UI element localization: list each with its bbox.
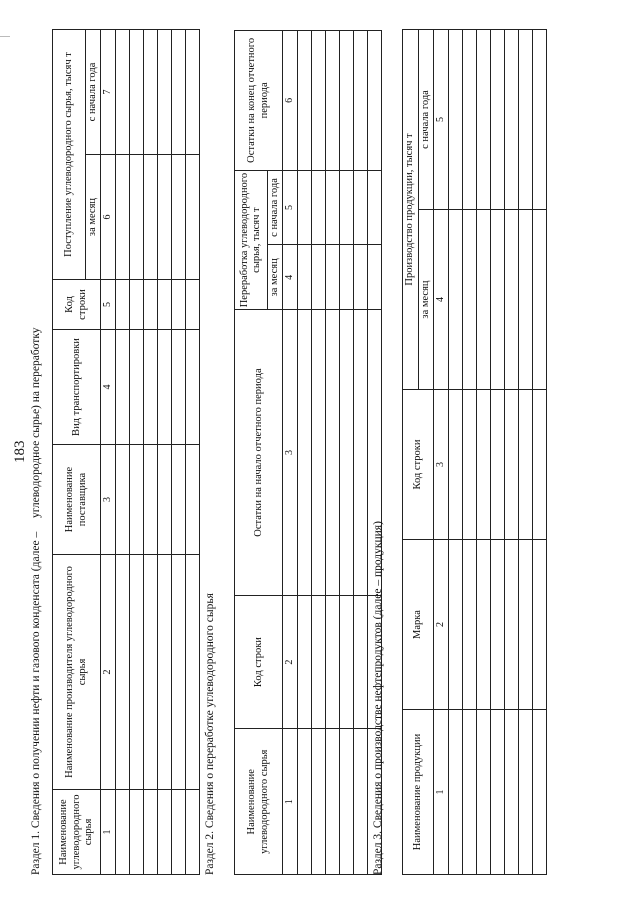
s3-col-number: 4 — [434, 210, 449, 390]
s2-header-month: за месяц — [268, 245, 283, 310]
s3-col-number: 2 — [434, 540, 449, 710]
s2-col-number: 1 — [283, 729, 298, 875]
table-row — [116, 29, 130, 874]
s2-header-opening-balance: Остатки на начало отчетного периода — [235, 310, 283, 595]
s1-col-number: 1 — [101, 790, 116, 875]
s2-col-number: 6 — [283, 31, 298, 171]
s1-col-number: 6 — [101, 155, 116, 280]
table-row — [533, 30, 547, 875]
s2-header-row-code: Код строки — [235, 595, 283, 729]
page-number: 183 — [12, 440, 28, 463]
s2-col-number: 3 — [283, 310, 298, 595]
s3-col-number: 1 — [434, 710, 449, 875]
s3-header-brand: Марка — [403, 540, 434, 710]
section1-title — [30, 327, 42, 875]
s1-col-number: 2 — [101, 555, 116, 790]
s1-col-number: 4 — [101, 330, 116, 445]
section3-table — [402, 29, 547, 875]
section3-title: Раздел 3. Сведения о производстве нефтепродуктов (далее – продукция) — [372, 521, 384, 875]
table-row — [172, 29, 186, 874]
s2-header-closing-balance: Остатки на конец отчетного периода — [235, 31, 283, 171]
table-row — [477, 30, 491, 875]
s2-col-number: 5 — [283, 170, 298, 245]
table-row — [144, 29, 158, 874]
s2-col-number: 2 — [283, 595, 298, 729]
table-row — [505, 30, 519, 875]
s3-header-product: Наименование продукции — [403, 710, 434, 875]
s2-col-number: 4 — [283, 245, 298, 310]
s1-header-producer: Наименование производителя углеводородного сырья — [53, 555, 101, 790]
table-row — [449, 30, 463, 875]
section2-table — [234, 30, 382, 875]
table-row — [130, 29, 144, 874]
table-row — [491, 30, 505, 875]
section1-title-text: Раздел 1. Сведения о получении нефти и газового конденсата (далее – — [30, 531, 42, 875]
s2-header-processing-group: Переработка углеводородного сырья, тысяч т — [235, 170, 268, 310]
s2-header-year: с начала года — [268, 170, 283, 245]
s3-header-production-group: Производство продукции, тысяч т — [403, 30, 419, 390]
table-row — [463, 30, 477, 875]
s1-col-number: 7 — [101, 29, 116, 154]
section1-title-cont: углеводородное сырье) на переработку — [30, 327, 42, 519]
s1-header-month: за месяц — [86, 155, 101, 280]
s3-header-month: за месяц — [419, 210, 434, 390]
s1-col-number: 5 — [101, 280, 116, 330]
s3-header-year: с начала года — [419, 30, 434, 210]
s1-header-supplier: Наименование поставщика — [53, 445, 101, 555]
scan-mark — [0, 36, 10, 37]
table-row — [340, 31, 354, 875]
table-row — [298, 31, 312, 875]
s3-header-row-code: Код строки — [403, 390, 434, 540]
table-row — [519, 30, 533, 875]
s1-header-transport: Вид транспортировки — [53, 330, 101, 445]
table-row — [326, 31, 340, 875]
table-row — [312, 31, 326, 875]
table-row — [158, 29, 172, 874]
s1-header-raw-material: Наименование углеводородного сырья — [53, 790, 101, 875]
s1-header-row-code: Код строки — [53, 280, 101, 330]
s3-col-number: 5 — [434, 30, 449, 210]
s1-header-receipt-group: Поступление углеводородного сырья, тысяч т — [53, 29, 86, 279]
s1-header-year: с начала года — [86, 29, 101, 154]
table-row — [186, 29, 200, 874]
section2-title: Раздел 2. Сведения о переработке углеводородного сырья — [204, 593, 216, 875]
section1-table — [52, 29, 200, 875]
s2-header-raw-material: Наименование углеводородного сырья — [235, 729, 283, 875]
s1-col-number: 3 — [101, 445, 116, 555]
s3-col-number: 3 — [434, 390, 449, 540]
table-row — [354, 31, 368, 875]
